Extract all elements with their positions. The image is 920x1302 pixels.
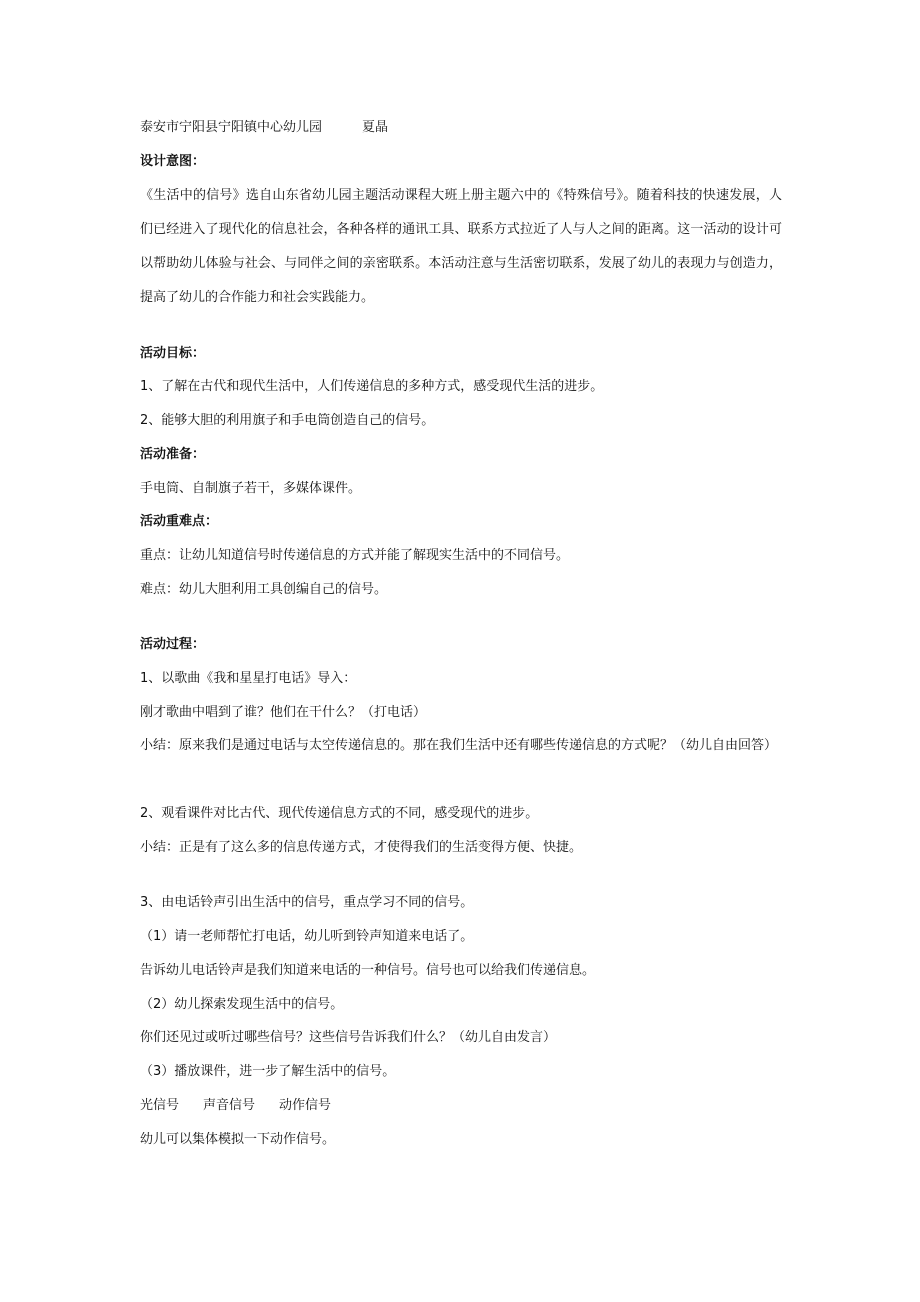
keypoint-difficult: 难点：幼儿大胆利用工具创编自己的信号。 bbox=[140, 582, 388, 597]
keypoint-key: 重点：让幼儿知道信号时传递信息的方式并能了解现实生活中的不同信号。 bbox=[140, 548, 570, 563]
process-sub-2: （2）幼儿探索发现生活中的信号。 bbox=[140, 997, 344, 1012]
process-last: 幼儿可以集体模拟一下动作信号。 bbox=[140, 1132, 336, 1147]
process-step-2: 2、观看课件对比古代、现代传递信息方式的不同，感受现代的进步。 bbox=[140, 806, 539, 821]
prep-text: 手电筒、自制旗子若干，多媒体课件。 bbox=[140, 481, 362, 496]
process-step-2-summary: 小结：正是有了这么多的信息传递方式，才使得我们的生活变得方便、快捷。 bbox=[140, 840, 583, 855]
process-heading: 活动过程： bbox=[140, 637, 206, 652]
design-paragraph: 《生活中的信号》选自山东省幼儿园主题活动课程大班上册主题六中的《特殊信号》。随着科技的快速发展，人们已经进入了现代化的信息社会，各种各样的通讯工具、联系方式拉近了人与人之间的距离。这一活动的设计可以帮助幼儿体验与社会、与同伴之间的亲密联系。本活动注意与生活密切联系，发展了幼儿的表现力与创造力，提高了幼儿的合作能力和社会实践能力。 bbox=[140, 188, 782, 305]
process-sub-2-text: 你们还见过或听过哪些信号？这些信号告诉我们什么？（幼儿自由发言） bbox=[140, 1030, 557, 1045]
goals-heading: 活动目标： bbox=[140, 346, 206, 361]
signal-types bbox=[140, 1097, 782, 1115]
process-step-1-question: 刚才歌曲中唱到了谁？他们在干什么？（打电话） bbox=[140, 705, 427, 720]
process-step-3: 3、由电话铃声引出生活中的信号，重点学习不同的信号。 bbox=[140, 895, 474, 910]
goal-item-1: 1、了解在古代和现代生活中，人们传递信息的多种方式，感受现代生活的进步。 bbox=[140, 379, 604, 394]
school-name: 泰安市宁阳县宁阳镇中心幼儿园 bbox=[140, 120, 323, 135]
signal-light: 光信号 bbox=[140, 1098, 180, 1113]
process-step-1-summary: 小结：原来我们是通过电话与太空传递信息的。那在我们生活中还有哪些传递信息的方式呢？（幼儿自由回答） bbox=[140, 738, 778, 753]
author-name: 夏晶 bbox=[362, 120, 389, 135]
goal-item-2: 2、能够大胆的利用旗子和手电筒创造自己的信号。 bbox=[140, 413, 435, 428]
process-sub-3: （3）播放课件，进一步了解生活中的信号。 bbox=[140, 1064, 396, 1079]
prep-heading: 活动准备： bbox=[140, 447, 206, 462]
signal-action: 动作信号 bbox=[279, 1098, 332, 1113]
keypoints-heading: 活动重难点： bbox=[140, 514, 219, 529]
header-line bbox=[140, 119, 782, 137]
process-step-1: 1、以歌曲《我和星星打电话》导入： bbox=[140, 671, 357, 686]
design-heading: 设计意图： bbox=[140, 154, 206, 169]
process-sub-1-text: 告诉幼儿电话铃声是我们知道来电话的一种信号。信号也可以给我们传递信息。 bbox=[140, 963, 596, 978]
process-sub-1: （1）请一老师帮忙打电话，幼儿听到铃声知道来电话了。 bbox=[140, 929, 474, 944]
signal-sound: 声音信号 bbox=[203, 1098, 256, 1113]
